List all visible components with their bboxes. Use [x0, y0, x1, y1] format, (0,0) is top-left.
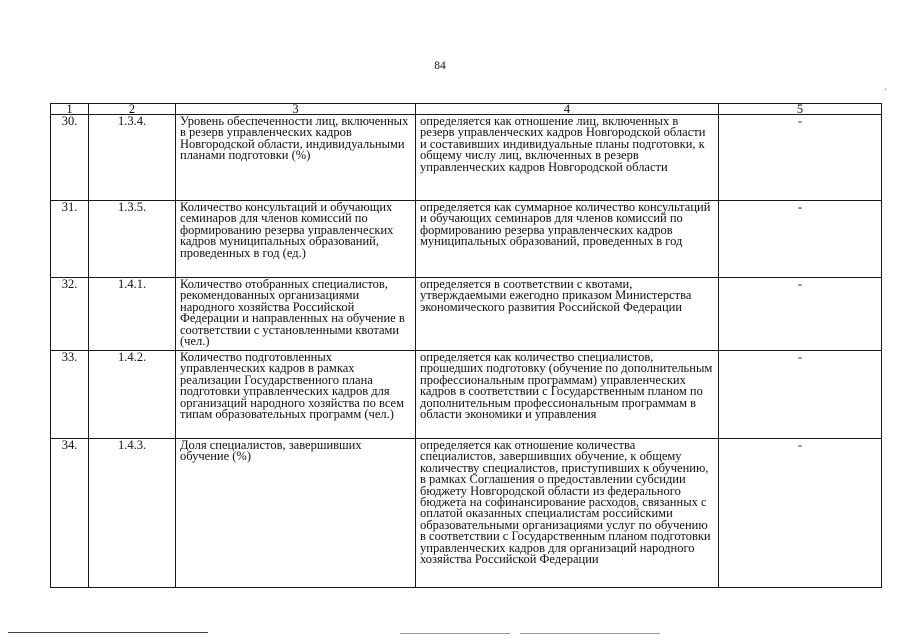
row-number: 34. [51, 439, 89, 588]
indicator-name: Доля специалистов, завершивших обучение (%) [176, 439, 416, 588]
indicator-code: 1.4.3. [89, 439, 176, 588]
row-number: 31. [51, 201, 89, 278]
column-header-2: 2 [89, 104, 176, 115]
indicator-definition: определяется как количество специалистов, прошедших подготовку (обучение по дополнительным профессиональным программам) управленческих кадров в соответствии с Государственным планом по дополнительным профессиональным программам в области экономики и управления [416, 351, 719, 439]
page-number: 84 [434, 60, 446, 72]
indicator-code: 1.3.5. [89, 201, 176, 278]
column-header-5: 5 [719, 104, 882, 115]
column-header-1: 1 [51, 104, 89, 115]
row-number: 30. [51, 115, 89, 201]
footer-rule [8, 632, 208, 633]
indicator-note: - [719, 351, 882, 439]
indicator-code: 1.4.2. [89, 351, 176, 439]
indicator-name: Уровень обеспеченности лиц, включенных в резерв управленческих кадров Новгородской области, индивидуальными планами подготовки (%) [176, 115, 416, 201]
indicator-code: 1.4.1. [89, 278, 176, 351]
footer-rule [520, 633, 660, 634]
indicator-note: - [719, 278, 882, 351]
table-row [51, 439, 882, 588]
table-header-row [51, 104, 882, 115]
indicators-table [50, 103, 882, 588]
row-number: 32. [51, 278, 89, 351]
indicator-definition: определяется как отношение лиц, включенных в резерв управленческих кадров Новгородской области и составивших индивидуальные планы подготовки, к общему числу лиц, включенных в резерв управленческих кадров Новгородской области [416, 115, 719, 201]
footer-rule [400, 633, 510, 634]
table-row [51, 351, 882, 439]
indicator-definition: определяется как отношение количества специалистов, завершивших обучение, к общему количеству специалистов, приступивших к обучению, в рамках Соглашения о предоставлении субсидии бюджету Новгородской области из федерального бюджета на софинансирование расходов, связанных с оплатой оказанных специалистам российскими образовательными организациями услуг по обучению в соответствии с Государственным планом подготовки управленческих кадров для организаций народного хозяйства Российской Федерации [416, 439, 719, 588]
indicator-definition: определяется как суммарное количество консультаций и обучающих семинаров для членов комиссий по формированию резерва управленческих кадров муниципальных образований, проведенных в год [416, 201, 719, 278]
indicator-note: - [719, 439, 882, 588]
indicator-name: Количество консультаций и обучающих семинаров для членов комиссий по формированию резерва управленческих кадров муниципальных образований, проведенных в год (ед.) [176, 201, 416, 278]
indicator-note: - [719, 201, 882, 278]
column-header-4: 4 [416, 104, 719, 115]
table-row [51, 115, 882, 201]
indicator-code: 1.3.4. [89, 115, 176, 201]
column-header-3: 3 [176, 104, 416, 115]
indicator-name: Количество подготовленных управленческих кадров в рамках реализации Государственного плана подготовки управленческих кадров для организаций народного хозяйства по всем типам образовательных программ (чел.) [176, 351, 416, 439]
indicator-definition: определяется в соответствии с квотами, утверждаемыми ежегодно приказом Министерства экономического развития Российской Федерации [416, 278, 719, 351]
scan-mark: ◦ [884, 84, 888, 94]
indicator-name: Количество отобранных специалистов, рекомендованных организациями народного хозяйства Российской Федерации и направленных на обучение в соответствии с установленными квотами (чел.) [176, 278, 416, 351]
table-row [51, 278, 882, 351]
table-row [51, 201, 882, 278]
indicator-note: - [719, 115, 882, 201]
row-number: 33. [51, 351, 89, 439]
